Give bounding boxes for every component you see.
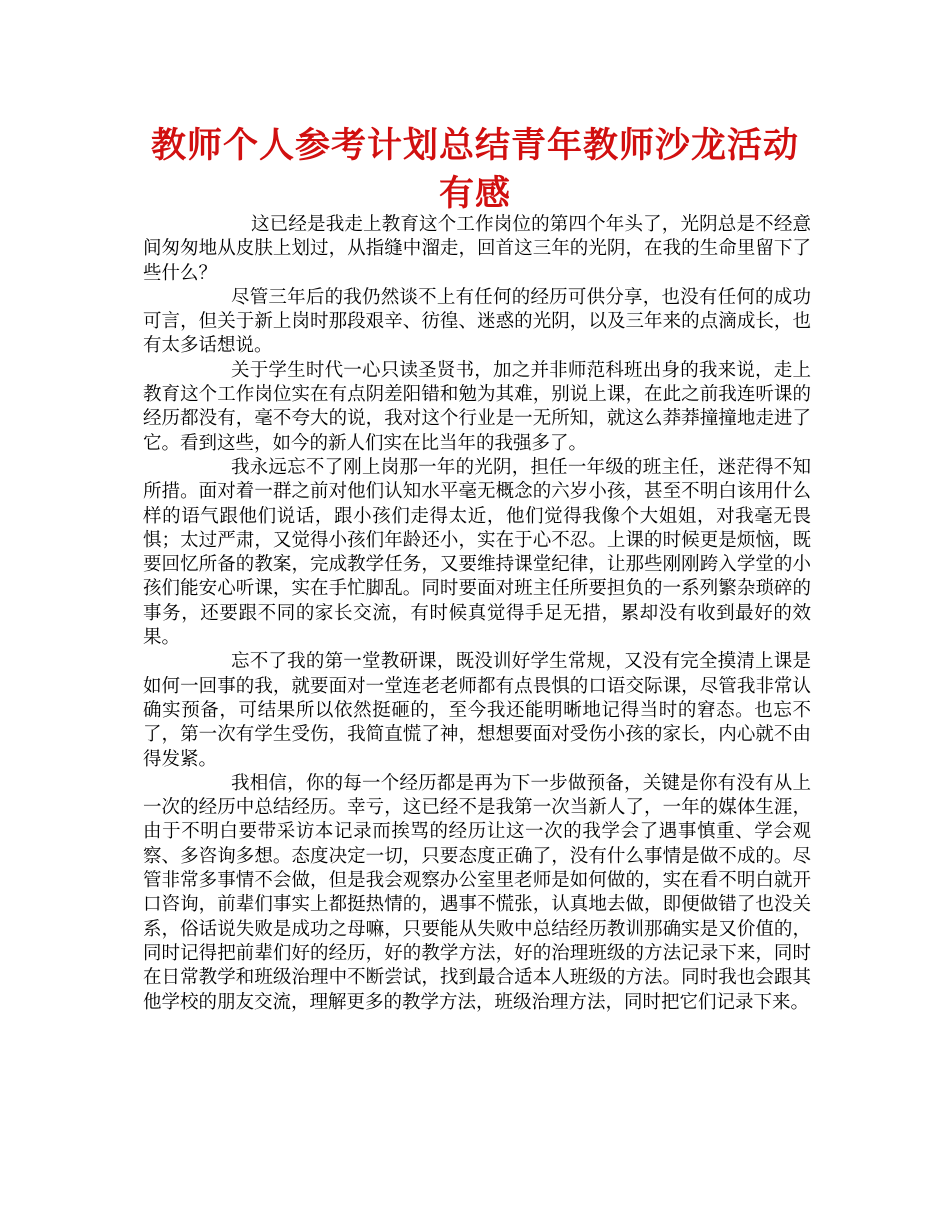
paragraph: 我相信，你的每一个经历都是再为下一步做预备，关键是你有没有从上一次的经历中总结经历。幸亏，这已经不是我第一次当新人了，一年的媒体生涯，由于不明白要带采访本记录而挨骂的经历让这一次的我学会了遇事慎重、学会观察、多咨询多想。态度决定一切，只要态度正确了，没有什么事情是做不成的。尽管非常多事情不会做，但是我会观察办公室里老师是如何做的，实在看不明白就开口咨询，前辈们事实上都挺热情的，遇事不慌张，认真地去做，即便做错了也没关系，俗话说失败是成功之母嘛，只要能从失败中总结经历教训那确实是又价值的，同时记得把前辈们好的经历，好的教学方法，好的治理班级的方法记录下来，同时在日常教学和班级治理中不断尝试，找到最合适本人班级的方法。同时我也会跟其他学校的朋友交流，理解更多的教学方法，班级治理方法，同时把它们记录下来。 [143, 772, 811, 1013]
paragraph: 我永远忘不了刚上岗那一年的光阴，担任一年级的班主任，迷茫得不知所措。面对着一群之前对他们认知水平毫无概念的六岁小孩，甚至不明白该用什么样的语气跟他们说话，跟小孩们走得太近，他们觉得我像个大姐姐，对我毫无畏惧；太过严肃，又觉得小孩们年龄还小，实在于心不忍。上课的时候更是烦恼，既要回忆所备的教案，完成教学任务，又要维持课堂纪律，让那些刚刚跨入学堂的小孩们能安心听课，实在手忙脚乱。同时要面对班主任所要担负的一系列繁杂琐碎的事务，还要跟不同的家长交流，有时候真觉得手足无措，累却没有收到最好的效果。 [143, 456, 811, 649]
paragraph: 忘不了我的第一堂教研课，既没训好学生常规，又没有完全摸清上课是如何一回事的我，就要面对一堂连老老师都有点畏惧的口语交际课，尽管我非常认确实预备，可结果所以依然挺砸的，至今我还能明晰地记得当时的窘态。也忘不了，第一次有学生受伤，我简直慌了神，想想要面对受伤小孩的家长，内心就不由得发紧。 [143, 651, 811, 770]
document-body [143, 213, 811, 1015]
paragraph: 这已经是我走上教育这个工作岗位的第四个年头了，光阴总是不经意间匆匆地从皮肤上划过，从指缝中溜走，回首这三年的光阴，在我的生命里留下了些什么？ [143, 214, 811, 284]
document-title: 教师个人参考计划总结青年教师沙龙活动有感 [150, 126, 799, 214]
paragraph: 关于学生时代一心只读圣贤书，加之并非师范科班出身的我来说，走上教育这个工作岗位实在有点阴差阳错和勉为其难，别说上课，在此之前我连听课的经历都没有，毫不夸大的说，我对这个行业是一无所知，就这么莽莽撞撞地走进了它。看到这些，如今的新人们实在比当年的我强多了。 [143, 359, 811, 454]
paragraph: 尽管三年后的我仍然谈不上有任何的经历可供分享，也没有任何的成功可言，但关于新上岗时那段艰辛、彷徨、迷惑的光阴，以及三年来的点滴成长，也有太多话想说。 [143, 286, 811, 357]
